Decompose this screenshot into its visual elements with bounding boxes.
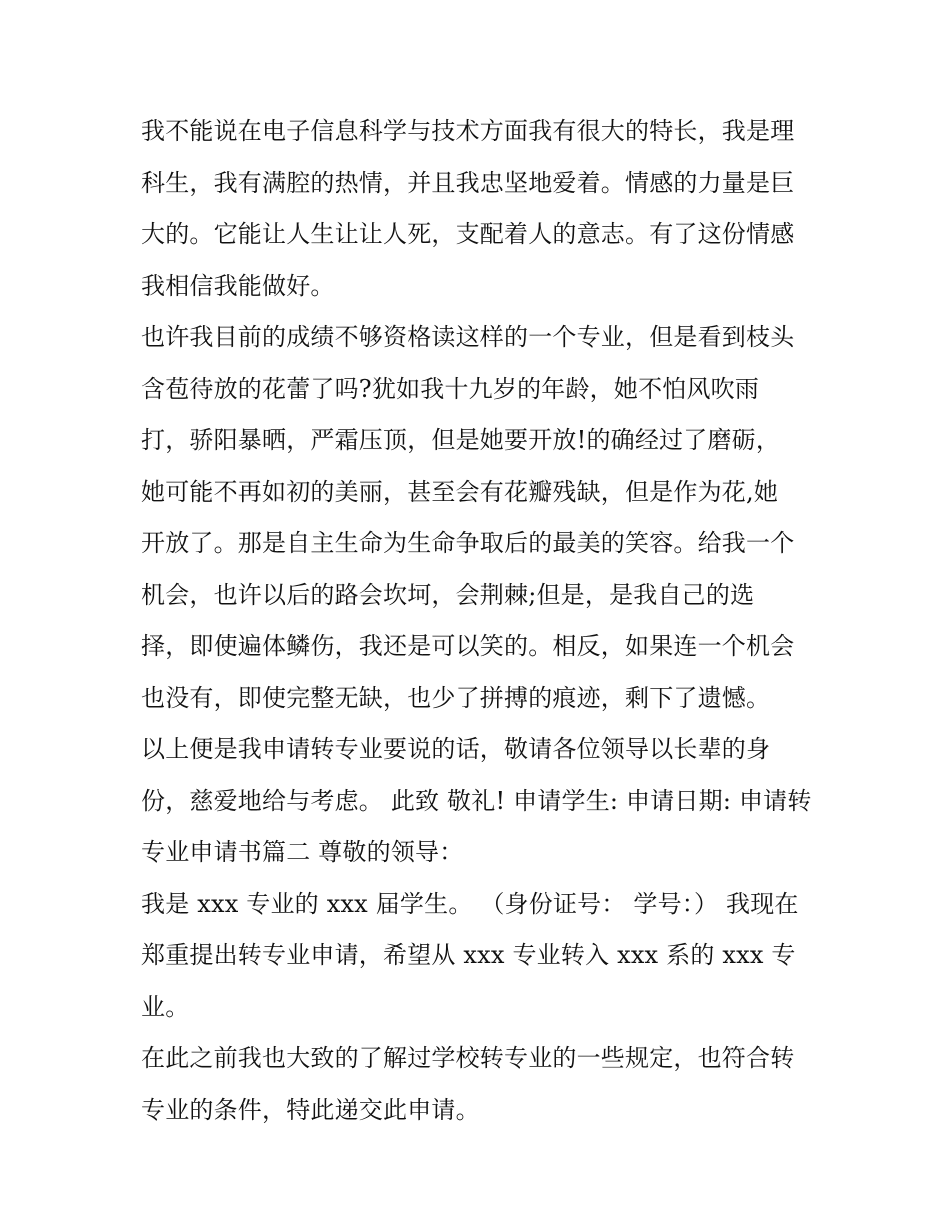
text-line: 郑重提出转专业申请，希望从 xxx 专业转入 xxx 系的 xxx 专 bbox=[141, 941, 796, 969]
text-line: 业。 bbox=[141, 992, 190, 1021]
text-line: 也许我目前的成绩不够资格读这样的一个专业，但是看到枝头 bbox=[141, 323, 795, 351]
text-line: 我是 xxx 专业的 xxx 届学生。 （身份证号： 学号：） 我现在 bbox=[141, 889, 799, 918]
text-line: 含苞待放的花蕾了吗?犹如我十九岁的年龄，她不怕风吹雨 bbox=[141, 374, 760, 403]
text-line: 大的。它能让人生让让人死，支配着人的意志。有了这份情感 bbox=[141, 220, 795, 248]
text-line: 她可能不再如初的美丽，甚至会有花瓣残缺，但是作为花,她 bbox=[141, 477, 779, 506]
text-line: 打，骄阳暴晒，严霜压顶，但是她要开放!的确经过了磨砺， bbox=[141, 426, 781, 454]
text-line: 以上便是我申请转专业要说的话，敬请各位领导以长辈的身 bbox=[141, 735, 771, 763]
text-line: 机会，也许以后的路会坎坷，会荆棘;但是，是我自己的选 bbox=[141, 580, 755, 609]
document-body bbox=[141, 106, 821, 1136]
text-line: 也没有，即使完整无缺，也少了拼搏的痕迹，剩下了遗憾。 bbox=[141, 683, 771, 712]
text-line: 专业申请书篇二 尊敬的领导： bbox=[141, 838, 464, 866]
text-line: 开放了。那是自主生命为生命争取后的最美的笑容。给我一个 bbox=[141, 529, 795, 557]
text-line: 在此之前我也大致的了解过学校转专业的一些规定，也符合转 bbox=[141, 1044, 795, 1072]
text-line: 份，慈爱地给与考虑。 此致 敬礼! 申请学生: 申请日期: 申请转 bbox=[141, 786, 812, 815]
text-line: 科生，我有满腔的热情，并且我忠坚地爱着。情感的力量是巨 bbox=[141, 168, 795, 197]
text-line: 我不能说在电子信息科学与技术方面我有很大的特长，我是理 bbox=[141, 117, 795, 145]
text-line: 择，即使遍体鳞伤，我还是可以笑的。相反，如果连一个机会 bbox=[141, 632, 795, 660]
text-line: 我相信我能做好。 bbox=[141, 271, 335, 300]
text-line: 专业的条件，特此递交此申请。 bbox=[141, 1095, 480, 1124]
